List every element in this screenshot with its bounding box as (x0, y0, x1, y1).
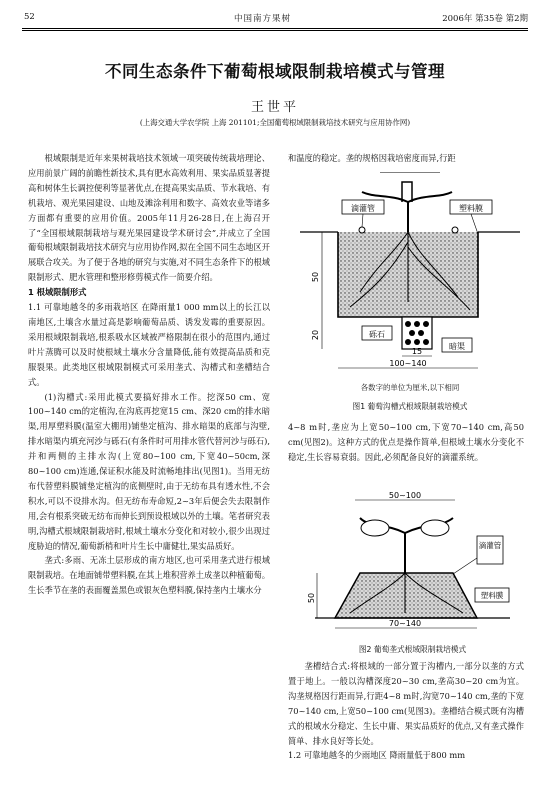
dim-50: 50 (311, 271, 320, 283)
running-header (24, 12, 528, 26)
fig2-drip-label: 滴灌管 (478, 541, 502, 550)
drip-label: 滴灌管 (351, 204, 375, 213)
left-column (28, 151, 270, 598)
journal-name: 中国南方果树 (234, 14, 292, 24)
issue-info: 2006年 第35卷 第2期 (442, 14, 528, 24)
author: 王世平 (250, 100, 299, 115)
body-paragraph: (1)沟槽式:采用此模式要搞好排水工作。挖深50 cm、宽100~140 cm的定植沟,在沟底再挖宽15 cm、深20 cm的排水暗渠,用厚塑料膜(温室大棚用)铺垫定植沟、排水暗渠的底部与沟壁,排水暗渠内填充河沙与砾石(有条件时可用排水管代替河沙与砾石),并和两侧的主排水沟(上宽80~100 cm,下宽40~50cm,深80~100 cm)连通,保证积水能及时流畅地排出(见图1)。当用无纺布代替塑料膜铺垫定植沟的底侧壁时,由于无纺布具有透水性,不会积水,可以不设排水沟。但无纺布寿命短,2~3年后便会失去限制作用,会有根系突破无纺布而伸长到预设根域以外的土壤。笔者研究表明,沟槽式根域限制栽培时,根域土壤水分变化和对较小,很少出现过度胁迫的情况,葡萄新梢和叶片生长中庸健壮,果实品质好。 (28, 391, 270, 551)
right-column-middle (288, 420, 524, 465)
drain-label: 暗渠 (449, 342, 465, 351)
header-rule (22, 28, 528, 29)
subsection-paragraph: 1.2 可靠地越冬的少雨地区 降雨量低于800 mm (288, 750, 466, 761)
ridge (335, 573, 477, 618)
figure-1-note: 各数字的单位为厘米,以下相同 (360, 383, 460, 392)
page-number: 52 (24, 12, 35, 22)
dim-100-140: 100~140 (389, 359, 427, 368)
body-paragraph: 垄槽结合式:将根域的一部分置于沟槽内,一部分以垄的方式置于地上。一般以沟槽深度20~30 cm,垄高30~20 cm为宜。沟垄规格因行距而异,行距4~8 m时,沟宽70~140 cm,垄的下宽70~140 cm,上宽50~100 cm(见图3)。垄槽结合模式既有沟槽式的根域水分稳定、生长中庸、果实品质好的优点,又有垄式操作简单、排水良好等长处。 (288, 661, 524, 746)
subsection-paragraph: 1.1 可靠地越冬的多雨栽培区 在降雨量1 000 mm以上的长江以南地区,土壤含水量过高是影响葡萄品质、诱发发霉的重要原因。采用根域限制栽培,根系吸水区域被严格限制在很小的范围内,通过叶片蒸腾可以及时使根域土壤水分含量降低,能有效提高品质和克服裂果。此类地区根域限制模式可采用垄式、沟槽式和垄槽结合式。 (28, 302, 270, 387)
figure-1-caption: 图1 葡萄沟槽式根域限制栽培模式 (352, 402, 468, 411)
figure-1 (300, 172, 520, 420)
body-paragraph: 和温度的稳定。垄的规格因栽培密度而异,行距 (288, 153, 456, 163)
dim-20: 20 (311, 329, 320, 341)
gravel-label: 砾石 (369, 330, 385, 339)
fig2-bottom-dim: 70~140 (388, 619, 422, 628)
section-heading: 1 根域限制形式 (28, 287, 87, 298)
fig2-height-dim: 50 (307, 592, 316, 604)
figure-2 (305, 488, 520, 653)
body-paragraph: 根域限制是近年来果树栽培技术领域一项突破传统栽培理论、应用前景广阔的前瞻性新技术,具有肥水高效利用、果实品质显著提高和树体生长调控便利等显著优点,在提高果实品质、节水栽培、有机栽培、观光果园建设、山地及滩涂利用和数字、高效农业等诸多方面都有重要的应用价值。2005年11月26-28日,在上海召开了“全国根域限制栽培与观光果园建设学术研讨会”,并成立了全国葡萄根域限制栽培技术研究与应用协作网,拟在全国不同生态地区开展联合攻关。为了便于各地的研究与实施,对不同生态条件下的根域限制形式、肥水管理和整形修剪模式作一简要介绍。 (28, 153, 270, 283)
figure-2-diagram (305, 488, 520, 636)
right-column-bottom (288, 659, 524, 763)
fig2-film-label: 塑料膜 (480, 591, 504, 600)
header-rule-thin (22, 30, 528, 31)
film-label: 塑料膜 (459, 204, 483, 213)
affiliation: (上海交通大学农学院 上海 201101;全国葡萄根域限制栽培技术研究与应用协作网) (139, 118, 411, 127)
body-paragraph: 4~8 m时,垄应为上宽50~100 cm,下宽70~140 cm,高50 cm(见图2)。这种方式的优点是操作简单,但根域土壤水分变化不稳定,生长容易衰弱。因此,必须配备良好的滴灌系统。 (288, 422, 524, 462)
right-column-top (288, 151, 524, 166)
figure-1-diagram (300, 172, 520, 372)
dim-15: 15 (411, 347, 423, 356)
body-paragraph: 垄式:多雨、无冻土层形成的南方地区,也可采用垄式进行根域限制栽培。在地面铺带塑料膜,在其上堆积营养土成垄以种植葡萄。生长季节在垄的表面覆盖黑色或银灰色塑料膜,保持垄内土壤水分 (28, 555, 270, 596)
figure-2-caption: 图2 葡萄垄式根域限制栽培模式 (358, 645, 467, 654)
article-title: 不同生态条件下葡萄根域限制栽培模式与管理 (105, 62, 445, 81)
fig2-top-dim: 50~100 (388, 491, 422, 500)
